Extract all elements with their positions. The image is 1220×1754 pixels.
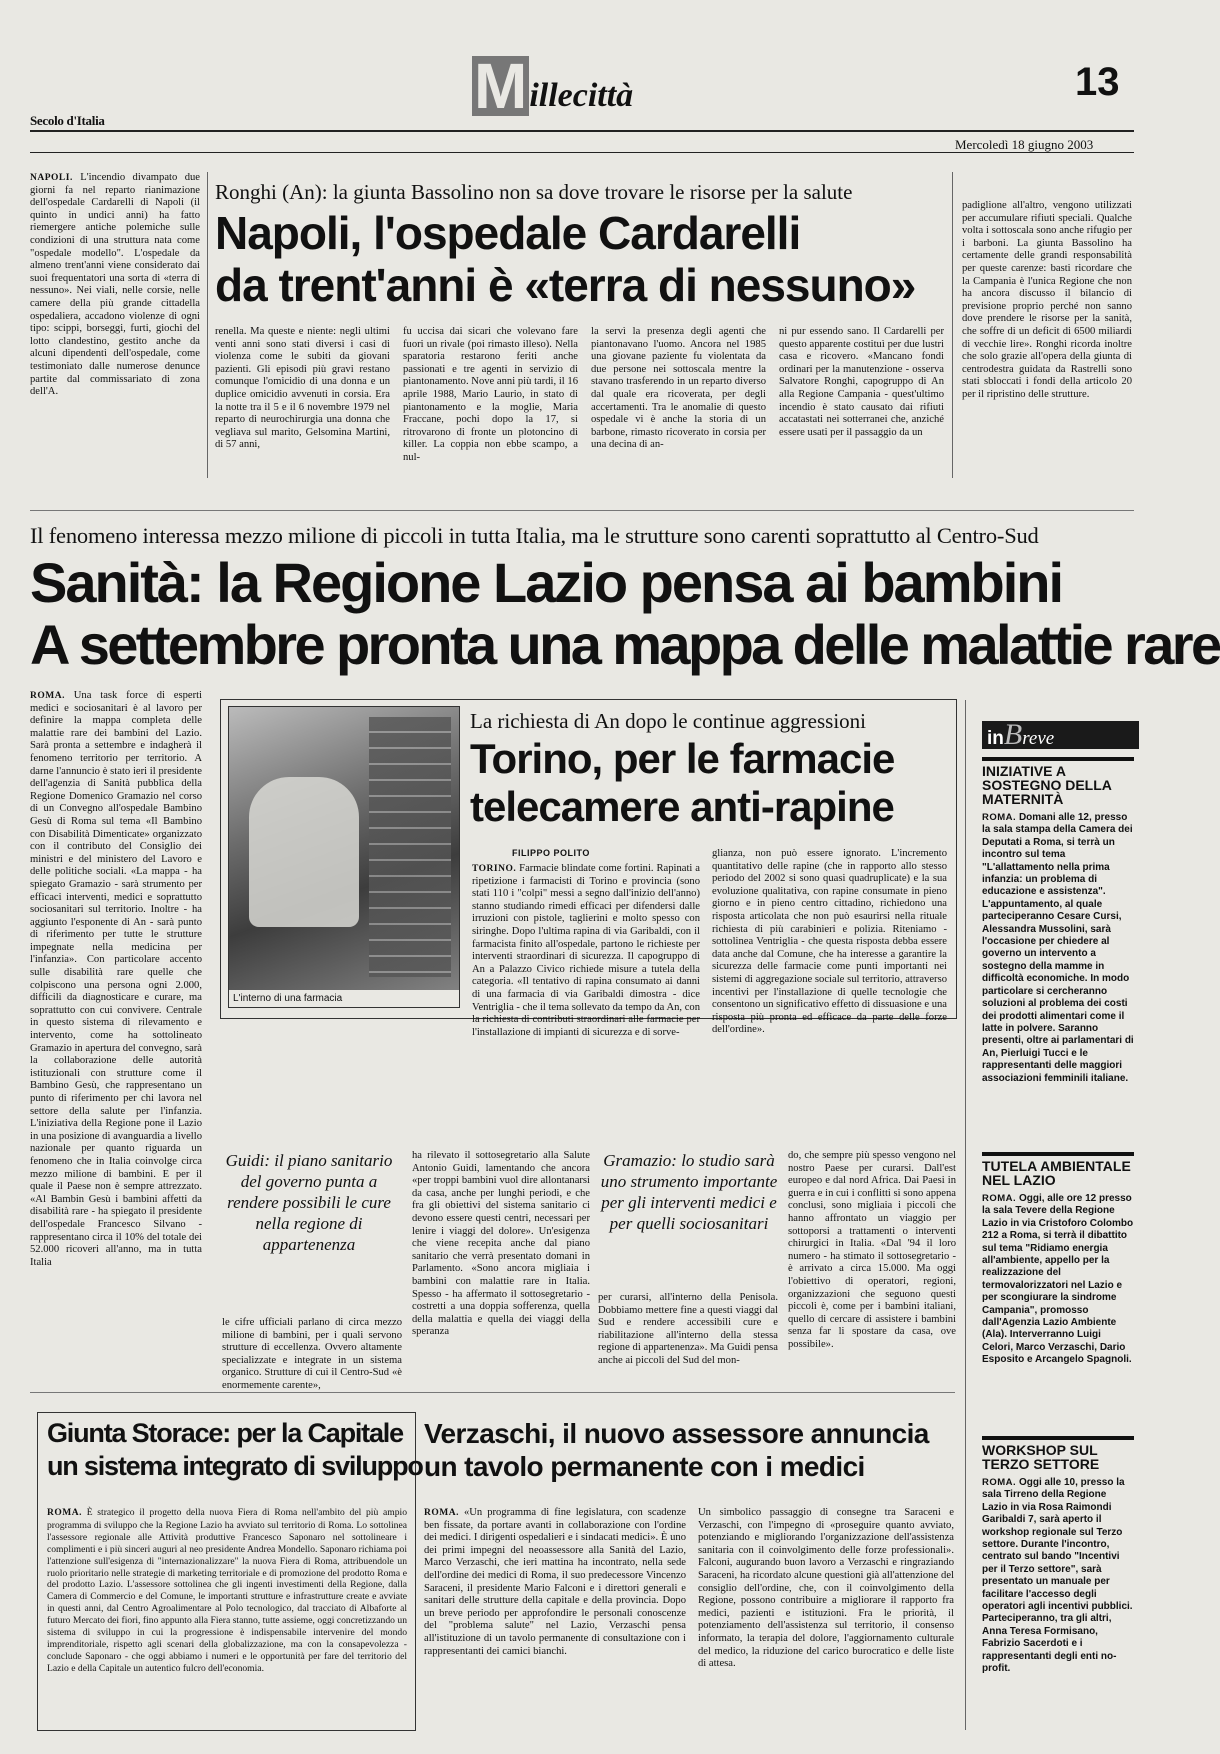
dateline: ROMA.	[30, 691, 65, 701]
section-logo	[472, 50, 634, 122]
issue-date: Mercoledì 18 giugno 2003	[955, 137, 1094, 152]
lazio-col-1	[30, 690, 202, 1380]
section-name: illecittà	[529, 77, 634, 114]
brief-body: Oggi, alle ore 12 presso la sala Tevere della Regione Lazio in via Cristoforo Colombo 212 a Roma, si terrà il dibattito sul tema "Ridiamo energia all'ambiente, appello per la realizzazione del termovalorizzatori nel Lazio e per scongiurare la sindrome Campania", promosso dall'Agenzia Lazio Ambiente (Ala). Interverranno Luigi Celori, Marco Verzaschi, Dario Esposito e Arcangelo Spagnoli.	[982, 1193, 1134, 1366]
lazio-kicker: Il fenomeno interessa mezzo milione di piccoli in tutta Italia, ma le strutture sono carenti soprattutto al Centro-Sud	[30, 523, 1039, 548]
brief-item	[982, 1152, 1134, 1367]
lazio-text-1: Una task force di esperti medici e sociosanitari è al lavoro per definire la mappa completa delle malattie rare dei bambini del Lazio. Sarà pronta a settembre e indagherà il fenomeno territorio per territorio. A darne l'annuncio è stato ieri il presidente dell'agenzia di Sanità pubblica della Regione Domenico Gramazio nel corso di un Convegno all'ospedale Bambino Gesù di Roma sul tema «Il Bambino con Disabilità Dimenticate» organizzato con il contributo del Consiglio dei ministri e del ministero del Lavoro e delle politiche sociali. «La mappa - ha spiegato Gramazio - sarà strumento per efficaci interventi, medici e soprattutto sociosanitari sul territorio. Inoltre - ha aggiunto l'esponente di An - sarà punto di riferimento per tutte le strutture impegnate nella medicina per l'infanzia». Con particolare accento sulle disabilità rare quelle che colpiscono una persona ogni 2.000, difficili da diagnosticare e curare, ma soprattutto con cui convivere. Centrale in questo sistema di rilevamento e intervento, come ha sottolineato Gramazio in apertura del convegno, sarà la collaborazione delle autorità istituzionali con strutture come il Bambino Gesù, che rappresentano un punto di riferimento per chi lavora nel settore della salute per l'infanzia. L'iniziativa della Regione pone il Lazio in una posizione di avanguardia a livello nazionale per quanto riguarda un fenomeno che in Italia coinvolge circa mezzo milione di bambini. E per il quale il Paese non è sempre attrezzato. «Al Bambin Gesù i bambini affetti da disabilità rare - ha spiegato il presidente dell'ospedale Francesco Silvano - rappresentano circa il 10% del totale dei 52.000 ricoveri all'anno, ma in tutta Italia	[30, 690, 202, 1268]
dateline: ROMA.	[982, 1477, 1017, 1488]
brief-title: INIZIATIVE A SOSTEGNO DELLA MATERNITÀ	[982, 757, 1134, 806]
storace-body: È strategico il progetto della nuova Fiera di Roma nell'ambito del più ampio programma di sviluppo che la Regione Lazio ha avviato sul territorio di Roma. Lo sottolinea l'assessore regionale alle Attività produttive Francesco Saponaro nel sottolineare i complimenti e i più sinceri auguri al neo presidente Andrea Mondello. Saponaro richiama poi l'attenzione sull'esigenza di "internazionalizzare" la nuova Fiera di Roma, attribuendole un ruolo prioritario nelle strategie di marketing territoriale e di promozione del prodotto Roma e del prodotto Lazio. L'assessore sottolinea che gli ingenti investimenti della Regione, dalla Camera di Commercio e del Comune, le importanti strutture e infrastrutture create e avviate in questi anni, dal Centro Agroalimentare al Polo tecnologico, dal tracciato di Albaforte al futuro Mercato dei fiori, fino appunto alla Fiera stanno, tutte assieme, oggi concretizzando un sistema di sviluppo in cui la progressione è indispensabile intervenire del mondo imprenditoriale, rispetto agli scenari della globalizzazione, ma con la consapevolezza - conclude Saponaro - che oggi abbiamo i numeri e le opportunità per fare del territorio del Lazio e della Capitale un autentico fulcro dell'economia.	[47, 1507, 407, 1674]
torino-headline-2: telecamere anti-rapine	[470, 783, 894, 830]
torino-kicker: La richiesta di An dopo le continue aggressioni	[470, 709, 866, 733]
cardarelli-text-1: L'incendio divampato due giorni fa nel reparto rianimazione dell'ospedale Cardarelli di Napoli (il quinto in undici anni) ha fatto riemergere antiche polemiche sulle condizioni di una struttura nata come "ospedale modello". L'ospedale da almeno trent'anni viene considerato dai suoi frequentatori una sorta di «terra di nessuno». Nei viali, nelle corsie, nelle camere della più grande cittadella ospedaliera, accadono violenze di ogni tipo: scippi, borseggi, furti, giochi del lotto clandestino, gestito anche da alcuni dipendenti dell'ospedale, come testimoniato dalle numerose denunce partite dal commissariato di zona dell'A.	[30, 172, 200, 398]
brief-text	[982, 1477, 1134, 1676]
verzaschi-headline-2: un tavolo permanente con i medici	[424, 1451, 865, 1482]
page-number: 13	[1075, 60, 1120, 104]
section-initial: M	[474, 50, 528, 122]
in-breve-in: in	[987, 728, 1004, 749]
cardarelli-col-2: renella. Ma queste e niente: negli ultimi venti anni sono stati diversi i casi di violenza come le subiti da giovani pazienti. Gli episodi più gravi restano comunque l'omicidio di una donna e un duplice omicidio avvenuti in corsia. Era la notte tra il 5 e il 6 novembre 1979 nel reparto di neurochirurgia una donna che vegliava sul marito, Gelsomina Martini, di 57 anni,	[215, 326, 390, 451]
dateline: ROMA.	[47, 1508, 82, 1518]
brief-text	[982, 812, 1134, 1085]
lazio-col-4: per curarsi, all'interno della Penisola. Dobbiamo mettere fine a questi viaggi dal Sud e rendere accessibili cure e riabilitazione all'interno della stessa regione di appartenenza». Ma Guidi pensa anche ai piccoli del Sud del mon-	[598, 1292, 778, 1366]
brief-title: TUTELA AMBIENTALE NEL LAZIO	[982, 1152, 1134, 1187]
verzaschi-col-1	[424, 1507, 686, 1729]
cardarelli-col-1	[30, 172, 200, 480]
cardarelli-col-4: la servì la presenza degli agenti che piantonavano l'uomo. Ancora nel 1985 una giovane paziente fu violentata da due persone nei sottoscala mentre la stavano trasferendo in un reparto diverso dal quale era ricoverata, per degli accertamenti. Tra le anomalie di questo ospedale vi è anche la storia di un barbone, rimasto ricoverato in corsia per una decina di an-	[591, 326, 766, 451]
in-breve-b: B	[1003, 718, 1023, 751]
lazio-headline-1: Sanità: la Regione Lazio pensa ai bambini	[30, 551, 1063, 614]
dateline: ROMA.	[424, 1508, 459, 1518]
cardarelli-col-6: padiglione all'altro, vengono utilizzati per accumulare rifiuti speciali. Qualche volta i sottoscala sono anche rifugio per i barboni. La giunta Bassolino ha certamente delle grandi responsabilità per queste carenze: basti ricordare che la Campania è l'unica Regione che non ha ancora discusso il bilancio di previsione proprio perché non sanno dove prendere le risorse per la sanità, che soffre di un deficit di 6500 miliardi di vecchie lire». Ronghi ricorda inoltre che solo grazie all'opera della giunta di centrodestra guidata da Rastrelli sono stati sbloccati i fondi della articolo 20 per il ripristino delle strutture.	[962, 200, 1132, 400]
cardarelli-kicker: Ronghi (An): la giunta Bassolino non sa dove trovare le risorse per la salute	[215, 180, 853, 204]
brief-title: WORKSHOP SUL TERZO SETTORE	[982, 1436, 1134, 1471]
torino-col-2: glianza, non può essere ignorato. L'incremento quantitativo delle rapine (che in rapporto allo stesso periodo del 2002 si sono quasi quadruplicate) e la sua evoluzione qualitativa, con rapine consumate in pieno giorno e in pieno centro cittadino, richiedono una risposta articolata che non può esaurirsi nella rituale richiesta di più carabinieri e polizia. Riteniamo - sottolinea Ventriglia - che questa risposta debba essere data anche dal Comune, che ha interesse a garantire la sicurezza delle farmacie come punti importanti nei sistemi di aggregazione sociale sul territorio, attraverso incentivi per l'installazione di quelle tecnologie che consentono un significativo effetto di dissuasione e una risposta più pronta ed efficace da parte delle forze dell'ordine».	[712, 848, 947, 1036]
storace-headline-2: un sistema integrato di sviluppo	[47, 1451, 423, 1481]
lazio-headline-2: A settembre pronta una mappa delle malattie rare	[30, 613, 1220, 676]
dateline: ROMA.	[982, 812, 1017, 823]
section-rule	[30, 510, 1134, 511]
torino-text-1: Farmacie blindate come fortini. Rapinati a ripetizione i farmacisti di Torino e provincia (sono stati 110 i "colpi" messi a segno dall'inizio dell'anno) stanno studiando rimedi efficaci per difendersi dalle irruzioni con pistole, taglierini e molto spesso con siringhe. Dopo l'ultima rapina di via Garibaldi, con il farmacista finito all'ospedale, partono le richieste per interventi straordinari di sicurezza. Il capogruppo di An a Palazzo Civico richiede misure a tutela della categoria. «Il tentativo di rapina consumato ai danni di una farmacia di via Garibaldi dimostra - dice Ventriglia - che il tema sollevato da tempo da An, con la richiesta di contributi straordinari alle farmacie per l'installazione di impianti di sicurezza e di sorve-	[472, 863, 700, 1038]
brief-text	[982, 1193, 1134, 1367]
pull-quote-guidi: Guidi: il piano sanitario del governo punta a rendere possibili le cure nella regione di appartenenza	[225, 1151, 393, 1254]
in-breve-banner	[982, 718, 1139, 751]
verzaschi-body-1: «Un programma di fine legislatura, con scadenze ben fissate, da portare avanti in collaborazione con l'ordine dei medici. I dirigenti ospedalieri e i sindacati medici». È uno dei primi impegni del neoassessore alla Sanità del Lazio, Marco Verzaschi, che ieri mattina ha incontrato, nella sede dell'ordine dei medici di Roma, il suo predecessore Vincenzo Saraceni, il presidente Mario Falconi e i direttori generali e sanitari delle strutture della capitale e della provincia. Dopo un breve periodo per approfondire le personali conoscenze del "problema salute" nel Lazio, Verzaschi pensa all'istituzione di un tavolo permanente di consultazione con i rappresentanti dei camici bianchi.	[424, 1507, 686, 1657]
brief-item	[982, 1436, 1134, 1676]
lazio-col-2: le cifre ufficiali parlano di circa mezzo milione di bambini, per i quali servono strutture di eccellenza. Ovvero altamente specializzate e integrate in un sistema organico. Strutture di cui il Centro-Sud «è enormemente carente»,	[222, 1317, 402, 1391]
pull-quote-gramazio: Gramazio: lo studio sarà uno strumento importante per gli interventi medici e per quelli sociosanitari	[600, 1151, 778, 1233]
storace-text	[47, 1507, 407, 1723]
torino-author: FILIPPO POLITO	[512, 848, 590, 858]
column-rule	[952, 172, 953, 478]
section-rule	[30, 1392, 955, 1393]
brief-item	[982, 757, 1134, 1085]
column-rule	[207, 172, 208, 478]
lazio-col-3: ha rilevato il sottosegretario alla Salute Antonio Guidi, lamentando che ancora «per troppi bambini vuol dire allontanarsi da casa, anche per lunghi periodi, e che fra gli obiettivi del sistema sanitario ci devono essere questi centri, necessari per lenire i viaggi del dolore». Un'esigenza che viene recepita anche dal piano sanitario che verrà presentato domani in Parlamento. «Sono ancora migliaia i bambini con malattie rare in Italia. Spesso - ha affermato il sottosegretario - costretti a una doppia sofferenza, quella della malattia e quella dei viaggi della speranza	[412, 1150, 590, 1338]
verzaschi-col-2: Un simbolico passaggio di consegne tra Saraceni e Verzaschi, con l'impegno di «proseguire quanto avviato, potenziando e migliorando l'organizzazione dell'assistenza sanitaria con il coinvolgimento delle forze professionali». Falconi, augurando buon lavoro a Verzaschi e ringraziando Saraceni, ha ricordato alcune questioni già all'attenzione del consiglio dell'ordine, che, con il coinvolgimento della Regione, possono contribuire a migliorare il rapporto fra medici, pazienti e istituzioni. Fra le priorità, il potenziamento dell'assistenza sul territorio, il consenso informato, la terapia del dolore, l'aggiornamento culturale del medico, la riduzione del carico burocratico e delle liste di attesa.	[698, 1507, 954, 1670]
in-breve-rest: reve	[1022, 728, 1055, 749]
cardarelli-headline-1: Napoli, l'ospedale Cardarelli	[215, 207, 801, 259]
cardarelli-headline-2: da trent'anni è «terra di nessuno»	[215, 259, 916, 311]
torino-headline-1: Torino, per le farmacie	[470, 735, 895, 782]
publication-name: Secolo d'Italia	[30, 113, 105, 128]
verzaschi-headline-1: Verzaschi, il nuovo assessore annuncia	[424, 1418, 929, 1449]
photo-cabinet	[369, 717, 451, 977]
brief-body: Oggi alle 10, presso la sala Tirreno della Regione Lazio in via Rosa Raimondi Garibaldi 7, sarà aperto il workshop regionale sul Terzo settore. Durante l'incontro, centrato sul bando "Incentivi per il Terzo settore", sarà presentato un manuale per facilitare l'accesso degli operatori agli incentivi pubblici. Parteciperanno, tra gli altri, Anna Teresa Formisano, Fabrizio Sacerdoti e i rappresentanti degli enti no-profit.	[982, 1477, 1133, 1675]
dateline: ROMA.	[982, 1193, 1017, 1204]
masthead-rule-top	[30, 130, 1134, 132]
dateline: TORINO.	[472, 864, 517, 874]
brief-body: Domani alle 12, presso la sala stampa della Camera dei Deputati a Roma, si terrà un incontro sul tema "L'allattamento nella prima infanzia: un problema di educazione e assistenza". L'appuntamento, al quale parteciperanno Cesare Cursi, Alessandra Mussolini, sarà l'occasione per chiedere al governo un intervento a sostegno della mamme in difficoltà economiche. In modo particolare si cercheranno soluzioni al problema dei costi dei prodotti alimentari come il latte in polvere. Saranno presenti, oltre ai parlamentari di An, Pierluigi Tucci e le rappresentanti delle maggiori associazioni femminili italiane.	[982, 812, 1134, 1084]
sidebar-rule	[965, 700, 966, 1730]
cardarelli-col-3: fu uccisa dai sicari che volevano fare fuori un rivale (poi rimasto illeso). Nella sparatoria restarono feriti anche passionati e tre agenti in servizio di piantonamento. Nove anni più tardi, il 16 aprile 1988, Mario Laurio, in stato di piantonamento e la moglie, Maria Fraccane, pochi dopo la 17, si ritrovarono di fronte un plotoncino di killer. La coppia non ebbe scampo, a nul-	[403, 326, 578, 463]
cardarelli-col-5: ni pur essendo sano. Il Cardarelli per questo apparente costituì per due lustri casa e ricovero. «Mancano fondi ordinari per la manutenzione - osserva Salvatore Ronghi, capogruppo di An alla Regione Campania - quest'ultimo incendio è stato causato dai rifiuti accatastati nei sotterranei che, anziché essere usati per il passaggio da un	[779, 326, 944, 438]
photo-caption: L'interno di una farmacia	[229, 990, 459, 1007]
torino-col-1	[472, 863, 700, 1038]
torino-photo	[228, 706, 460, 1008]
photo-figure	[249, 777, 359, 927]
storace-headline-1: Giunta Storace: per la Capitale	[47, 1418, 403, 1448]
lazio-col-5: do, che sempre più spesso vengono nel nostro Paese per curarsi. Dall'est europeo e dal nord Africa. Dai Paesi in guerra e in cui i conflitti si sono appena conclusi, sono migliaia i piccoli che hanno affrontato un viaggio per sottoporsi a trattamenti o interventi chirurgici in Italia. «Dal '94 il loro numero - ha stimato il sottosegretario - è arrivato a circa 15.000. Ma oggi l'obiettivo di operatori, regioni, organizzazioni che seguono questi piccoli è, come per i bambini italiani, quello di cercare di assistere i bambini senza far li spostare da casa, ove possibile».	[788, 1150, 956, 1350]
dateline: NAPOLI.	[30, 173, 73, 183]
